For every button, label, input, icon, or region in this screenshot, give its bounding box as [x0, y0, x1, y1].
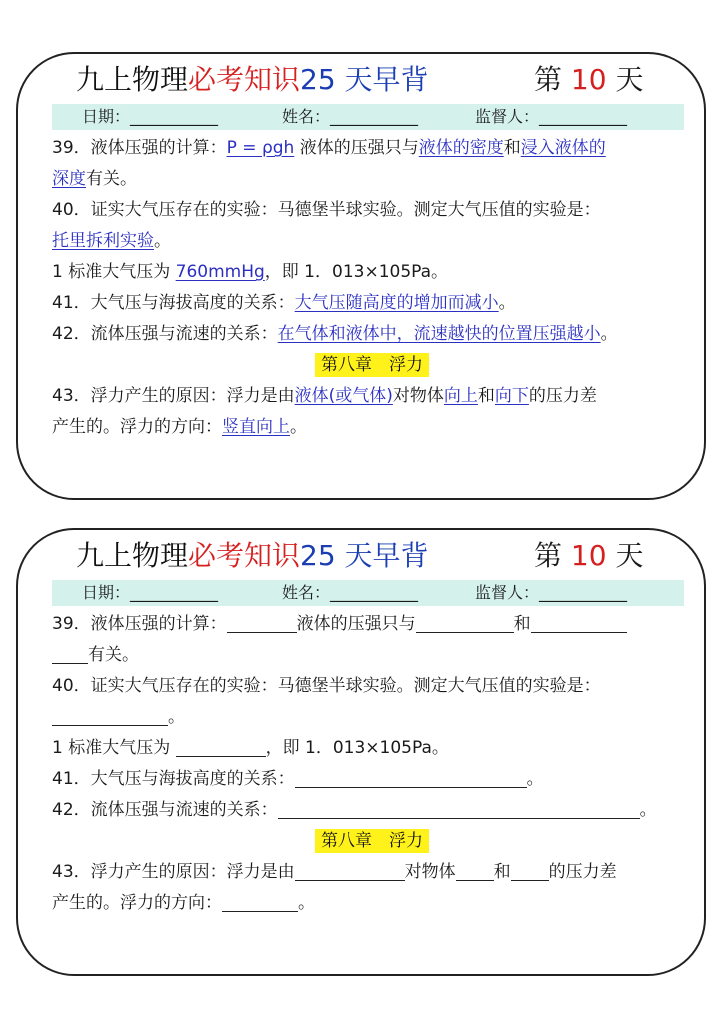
q43-blank-3[interactable]: [511, 860, 549, 881]
q40-answer: 托里拆利实验: [52, 231, 154, 251]
q43-blank-2[interactable]: [456, 860, 494, 881]
practice-content: [52, 609, 692, 919]
std-pressure-line: 1 标准大气压为 ，即 1．013×105Pa。: [52, 738, 449, 758]
std-pressure-blank[interactable]: [176, 736, 266, 757]
day-number: 10: [570, 63, 607, 96]
q43-line: 43．浮力产生的原因：浮力是由液体(或气体)对物体向上和向下的压力差: [52, 386, 597, 406]
chapter-heading: 第八章 浮力: [52, 350, 692, 381]
title-highlight: 必考知识: [188, 539, 301, 572]
q39-line: 39．液体压强的计算： 液体的压强只与 和: [52, 609, 692, 640]
q42-line: 42．流体压强与流速的关系：在气体和液体中，流速越快的位置压强越小。: [52, 324, 618, 344]
supervisor-field: 监督人：___________: [475, 583, 628, 602]
title-schedule: 25 天早背: [300, 539, 429, 572]
answer-card: [16, 52, 706, 500]
q42-blank[interactable]: [278, 798, 640, 819]
q41-answer: 大气压随高度的增加而减小: [294, 293, 499, 313]
q40-blank[interactable]: [52, 705, 168, 726]
q43-line-2: 产生的。浮力的方向：竖直向上。: [52, 417, 307, 437]
date-field: 日期：___________: [82, 583, 219, 602]
supervisor-field: 监督人：___________: [475, 107, 628, 126]
chapter-heading: 第八章 浮力: [52, 826, 692, 857]
std-pressure-answer: 760mmHg: [175, 262, 265, 282]
info-bar: [52, 104, 684, 130]
title-subject: 九上物理: [76, 539, 189, 572]
q39-formula: P = ρgh: [226, 138, 295, 158]
title-schedule: 25 天早背: [300, 63, 429, 96]
day-label: 第 10 天: [534, 63, 644, 96]
q42-answer: 在气体和液体中，流速越快的位置压强越小: [277, 324, 601, 344]
q41-line: 41．大气压与海拔高度的关系：大气压随高度的增加而减小。: [52, 293, 516, 313]
practice-card: [16, 528, 706, 976]
q39-answer-2-cont: 深度: [52, 169, 86, 189]
q39-formula-blank[interactable]: [227, 612, 297, 633]
q39-line-2: 深度有关。: [52, 169, 137, 189]
date-field: 日期：___________: [82, 107, 219, 126]
answer-content: [52, 133, 692, 443]
q41-blank[interactable]: [295, 767, 527, 788]
q43-direction-blank[interactable]: [222, 891, 298, 912]
q39-blank-2[interactable]: [531, 612, 627, 633]
std-pressure-line: 1 标准大气压为 760mmHg，即 1．013×105Pa。: [52, 262, 449, 282]
q39-blank-1[interactable]: [416, 612, 514, 633]
title-subject: 九上物理: [76, 63, 189, 96]
name-field: 姓名：___________: [282, 583, 419, 602]
q40-line-2: 。: [52, 702, 692, 733]
q39-answer-2: 浸入液体的: [520, 138, 606, 158]
q43-line: 43．浮力产生的原因：浮力是由 对物体 和 的压力差: [52, 862, 617, 882]
name-field: 姓名：___________: [282, 107, 419, 126]
q43-direction-answer: 竖直向上: [222, 417, 290, 437]
q39-blank-2-cont[interactable]: [52, 643, 88, 664]
day-label: 第 10 天: [534, 539, 644, 572]
q39-answer-1: 液体的密度: [418, 138, 504, 158]
day-number: 10: [570, 539, 607, 572]
q43-answer-1: 液体(或气体): [294, 386, 393, 406]
q39-line: 39．液体压强的计算：P = ρgh 液体的压强只与液体的密度和浸入液体的: [52, 138, 606, 158]
info-bar: [52, 580, 684, 606]
card-title: [76, 60, 644, 100]
card-title: [76, 536, 644, 576]
q43-blank-1[interactable]: [295, 860, 405, 881]
q42-line: 42．流体压强与流速的关系： 。: [52, 800, 657, 820]
q41-line: 41．大气压与海拔高度的关系： 。: [52, 769, 544, 789]
q43-answer-2: 向上: [443, 386, 478, 406]
title-highlight: 必考知识: [188, 63, 301, 96]
q40-line-2: 托里拆利实验。: [52, 231, 171, 251]
q40-line: 40．证实大气压存在的实验：马德堡半球实验。测定大气压值的实验是：: [52, 676, 601, 696]
q43-line-2: 产生的。浮力的方向： 。: [52, 893, 315, 913]
q40-line: 40．证实大气压存在的实验：马德堡半球实验。测定大气压值的实验是：: [52, 200, 601, 220]
q39-line-2: 有关。: [52, 640, 692, 671]
q43-answer-3: 向下: [494, 386, 529, 406]
